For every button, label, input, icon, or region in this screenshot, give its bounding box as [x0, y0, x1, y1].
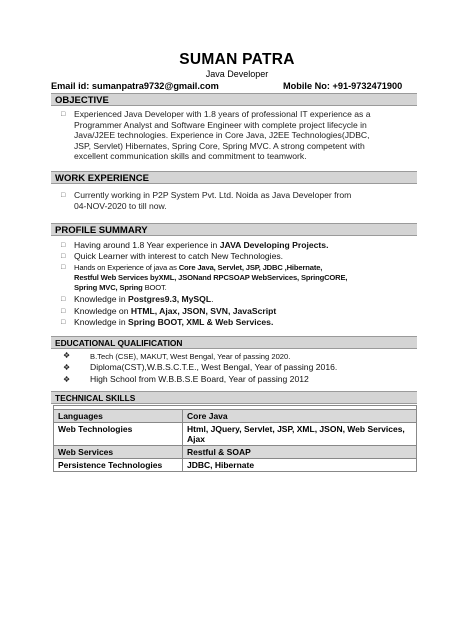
- profile-item-continued: [74, 283, 167, 294]
- checkbox-bullet-icon: □: [61, 319, 66, 326]
- skill-category: Languages: [54, 410, 183, 423]
- profile-item-bold: Postgres9.3, MySQL: [128, 294, 212, 304]
- checkbox-bullet-icon: □: [61, 253, 66, 260]
- profile-item-text: Knowledge in: [74, 317, 128, 327]
- profile-item-text: Having around 1.8 Year experience in: [74, 240, 220, 250]
- profile-item-bold: HTML, Ajax, JSON, SVN, JavaScript: [130, 306, 277, 316]
- candidate-name: SUMAN PATRA: [179, 51, 295, 68]
- profile-item-bold: Spring MVC, Spring: [74, 283, 143, 292]
- skill-value: Restful & SOAP: [183, 446, 417, 459]
- checkbox-bullet-icon: □: [61, 111, 66, 118]
- objective-line: Experienced Java Developer with 1.8 years of professional IT experience as a: [74, 109, 371, 119]
- table-row: [54, 423, 417, 446]
- work-experience-heading: WORK EXPERIENCE: [51, 171, 417, 184]
- profile-item-bold: Spring BOOT, XML & Web Services.: [128, 317, 274, 327]
- profile-item: [74, 240, 328, 251]
- profile-item-bold: Restful Web Services byXML, JSONand RPCSOAP WebServices, SpringCORE,: [74, 273, 348, 282]
- profile-item: [74, 317, 273, 328]
- checkbox-bullet-icon: □: [61, 296, 66, 303]
- work-line: 04-NOV-2020 to till now.: [74, 200, 167, 211]
- objective-line: Programmer Analyst and Software Engineer with complete project lifecycle in: [74, 119, 367, 130]
- diamond-bullet-icon: ❖: [63, 351, 71, 360]
- skill-category: Web Services: [54, 446, 183, 459]
- diamond-bullet-icon: ❖: [63, 363, 71, 372]
- job-title: Java Developer: [205, 69, 269, 79]
- table-row: [54, 446, 417, 459]
- technical-skills-heading: TECHNICAL SKILLS: [51, 391, 417, 404]
- education-item: High School from W.B.B.S.E Board, Year of passing 2012: [90, 374, 309, 384]
- profile-item-continued: [74, 273, 347, 284]
- profile-summary-heading: PROFILE SUMMARY: [51, 223, 417, 236]
- education-heading: EDUCATIONAL QUALIFICATION: [51, 336, 417, 349]
- education-item: Diploma(CST),W.B.S.C.T.E., West Bengal, Year of passing 2016.: [90, 362, 338, 372]
- checkbox-bullet-icon: □: [61, 264, 66, 271]
- objective-heading: OBJECTIVE: [51, 93, 417, 106]
- diamond-bullet-icon: ❖: [63, 375, 71, 384]
- profile-item: [74, 306, 276, 317]
- email-text: Email id: sumanpatra9732@gmail.com: [51, 81, 219, 91]
- skill-value: JDBC, Hibernate: [183, 459, 417, 472]
- profile-item: [74, 294, 214, 305]
- objective-line: excellent communication skills and commitment to teamwork.: [74, 151, 307, 161]
- skill-category: Persistence Technologies: [54, 459, 183, 472]
- profile-item: [74, 263, 322, 274]
- profile-item-bold: JAVA Developing Projects.: [219, 240, 329, 250]
- profile-item-text: Knowledge in: [74, 294, 128, 304]
- checkbox-bullet-icon: □: [61, 308, 66, 315]
- checkbox-bullet-icon: □: [61, 192, 66, 199]
- work-line: Currently working in P2P System Pvt. Ltd. Noida as Java Developer from: [74, 190, 352, 200]
- profile-item-text: BOOT.: [142, 283, 167, 292]
- skill-value: Html, JQuery, Servlet, JSP, XML, JSON, Web Services, Ajax: [183, 423, 417, 446]
- profile-item-text: Knowledge on: [74, 306, 131, 316]
- skill-category: Web Technologies: [54, 423, 183, 446]
- education-item: B.Tech (CSE), MAKUT, West Bengal, Year of passing 2020.: [90, 352, 291, 361]
- objective-line: Java/J2EE technologies. Experience in Core Java, J2EE Technologies(JDBC,: [74, 130, 370, 140]
- checkbox-bullet-icon: □: [61, 242, 66, 249]
- profile-item-text: .: [211, 294, 214, 304]
- objective-line: JSP, Servlet) Hibernates, Spring Core, Spring MVC. A strong competent with: [74, 140, 365, 151]
- work-paragraph: [74, 190, 420, 211]
- table-row: [54, 410, 417, 423]
- profile-item-text: Hands on Experience of java as: [74, 263, 179, 272]
- skill-value: Core Java: [183, 410, 417, 423]
- contact-line: [51, 81, 421, 91]
- skills-table: [53, 405, 417, 472]
- objective-paragraph: [74, 109, 420, 162]
- table-row: [54, 459, 417, 472]
- profile-item: Quick Learner with interest to catch New Technologies.: [74, 251, 284, 261]
- profile-item-bold: Core Java, Servlet, JSP, JDBC ,Hibernate,: [178, 263, 323, 272]
- mobile-text: Mobile No: +91-9732471900: [283, 81, 403, 91]
